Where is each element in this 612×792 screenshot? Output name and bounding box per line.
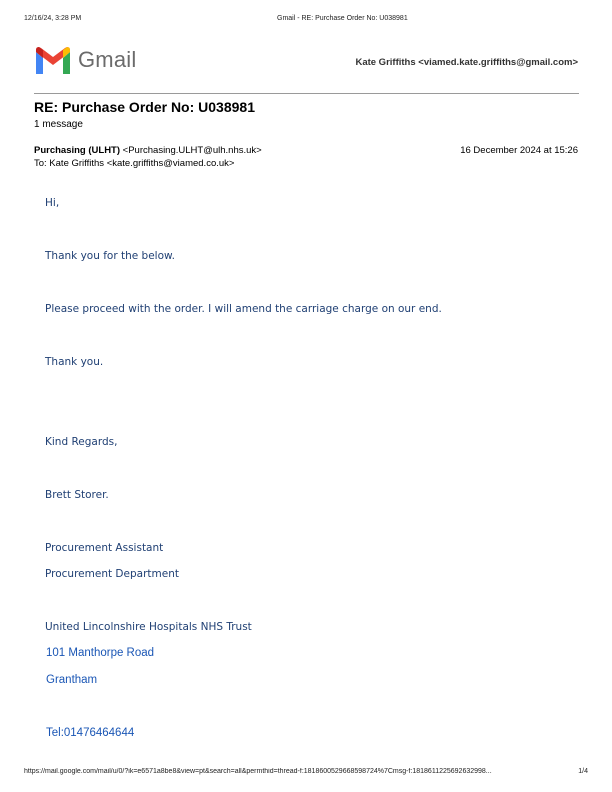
account-identity: Kate Griffiths <viamed.kate.griffiths@gmail.com>: [355, 57, 578, 68]
sent-date: 16 December 2024 at 15:26: [460, 145, 578, 156]
print-page-title: Gmail - RE: Purchase Order No: U038981: [277, 15, 408, 22]
gmail-logo: [34, 46, 144, 76]
print-datetime: 12/16/24, 3:28 PM: [24, 15, 82, 22]
signature-department: Procurement Department: [45, 568, 179, 580]
print-footer-url: https://mail.google.com/mail/u/0/?ik=e6571a8be8&view=pt&search=all&permthid=thread-f:1818600529668598724%7Cmsg-f:1818611225692632998...: [24, 768, 492, 775]
print-page-number: 1/4: [578, 768, 588, 775]
sender-email: <Purchasing.ULHT@ulh.nhs.uk>: [122, 145, 262, 156]
phone-link[interactable]: Tel:01476464644: [46, 727, 135, 739]
sender-name: Purchasing (ULHT): [34, 145, 121, 156]
recipient: To: Kate Griffiths <kate.griffiths@viamed.co.uk>: [34, 158, 235, 169]
body-proceed: Please proceed with the order. I will amend the carriage charge on our end.: [45, 303, 442, 315]
body-thanks-below: Thank you for the below.: [45, 250, 175, 262]
signature-name: Brett Storer.: [45, 489, 109, 501]
body-regards: Kind Regards,: [45, 436, 118, 448]
header-divider: [34, 93, 579, 94]
body-greeting: Hi,: [45, 197, 60, 209]
body-thank-you: Thank you.: [45, 356, 104, 368]
gmail-wordmark: Gmail: [78, 47, 137, 72]
sender: [34, 145, 262, 156]
message-count: 1 message: [34, 119, 83, 130]
address-line2: Grantham: [46, 674, 98, 686]
signature-role: Procurement Assistant: [45, 542, 164, 554]
address-line1: 101 Manthorpe Road: [46, 647, 155, 659]
signature-organisation: United Lincolnshire Hospitals NHS Trust: [45, 621, 252, 633]
gmail-m-icon: [34, 46, 72, 76]
email-subject: RE: Purchase Order No: U038981: [34, 99, 255, 115]
